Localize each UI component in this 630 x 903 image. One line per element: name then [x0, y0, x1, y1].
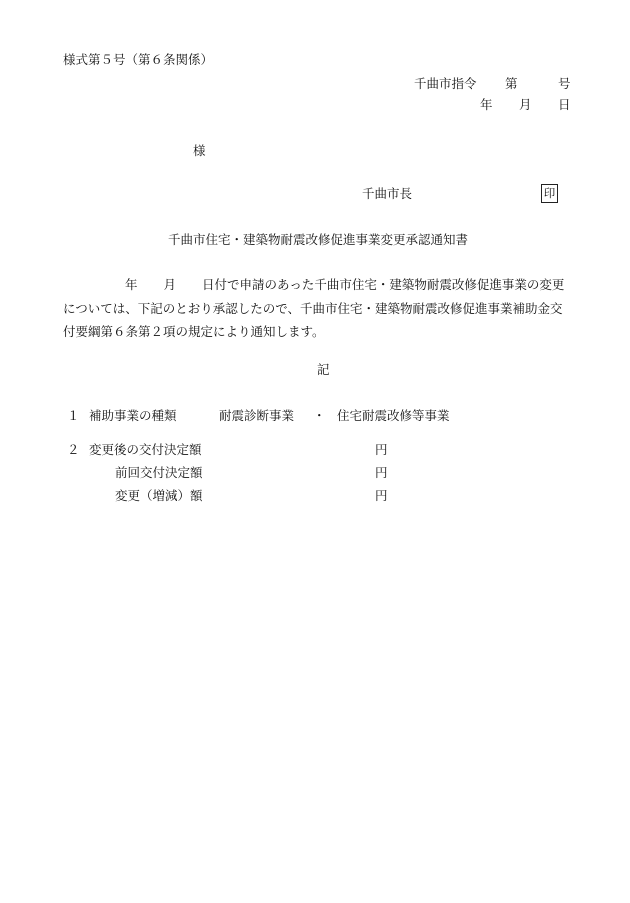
reference-go: 号	[558, 76, 571, 91]
item2-row-label: 前回交付決定額	[115, 465, 203, 480]
body-day-text: 日付で申請のあった千曲市住宅・建築物耐震改修促進事業の変更	[202, 277, 565, 292]
item2-row-unit: 円	[375, 488, 388, 503]
document-title: 千曲市住宅・建築物耐震改修促進事業変更承認通知書	[168, 232, 469, 247]
item2-row-label: 変更後の交付決定額	[89, 442, 202, 457]
addressee-honorific: 様	[193, 143, 206, 158]
item1-option-seismic-diagnosis: 耐震診断事業	[219, 408, 295, 423]
body-line-2: については、下記のとおり承認したので、千曲市住宅・建築物耐震改修促進事業補助金交	[63, 300, 563, 316]
item1-option-housing-retrofit: 住宅耐震改修等事業	[337, 408, 450, 423]
seal-box: 印	[541, 184, 558, 203]
date-year: 年	[480, 97, 493, 112]
form-number: 様式第５号（第６条関係）	[63, 52, 214, 67]
item1-label: 補助事業の種類	[89, 408, 177, 423]
item1-number: １	[67, 408, 80, 423]
date-month: 月	[519, 97, 532, 112]
body-line-3: 付要綱第６条第２項の規定により通知します。	[63, 324, 325, 339]
item2-row-label: 変更（増減）額	[115, 488, 203, 503]
reference-dai: 第	[505, 76, 518, 91]
item2-number: ２	[67, 442, 80, 457]
item1-separator: ・	[313, 408, 326, 423]
date-day: 日	[558, 97, 571, 112]
body-paragraph	[63, 273, 585, 344]
issuer-name: 千曲市長	[362, 186, 413, 201]
body-month: 月	[163, 277, 177, 292]
item2-row-unit: 円	[375, 465, 388, 480]
reference-city: 千曲市指令	[414, 76, 477, 91]
ki-heading: 記	[317, 362, 330, 377]
item2-row-unit: 円	[375, 442, 388, 457]
body-year: 年	[125, 277, 138, 292]
